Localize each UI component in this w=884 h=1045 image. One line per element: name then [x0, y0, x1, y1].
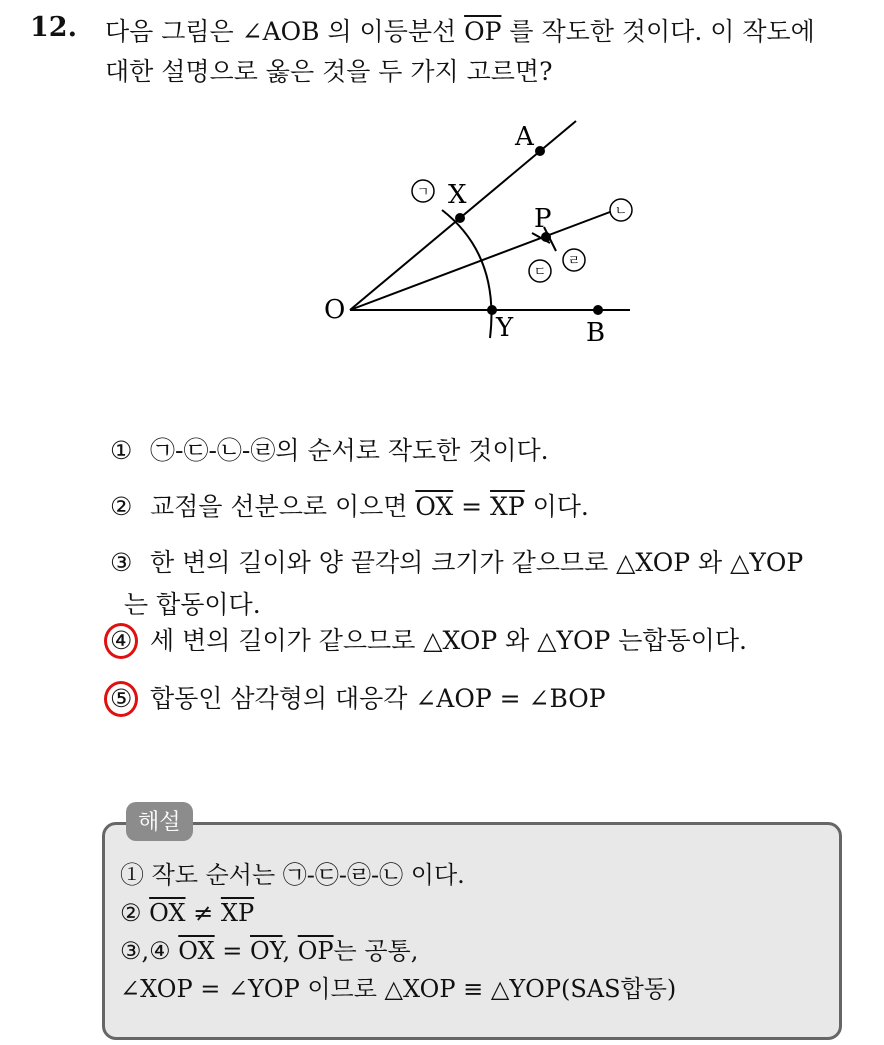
- mark-4-icon: [563, 249, 585, 271]
- label-y: Y: [496, 313, 514, 343]
- choice-5-number: ⑤: [110, 684, 133, 713]
- exp3-segment-ox: $\overline{OX}$: [178, 937, 215, 965]
- choice-2[interactable]: [110, 486, 589, 528]
- segment-op: $\overline{OP}$: [464, 17, 502, 46]
- label-b: B: [586, 318, 606, 348]
- choice-2-text-a: 교점을 선분으로 이으면: [150, 492, 416, 521]
- exp2-segment-xp: $\overline{XP}$: [220, 899, 255, 927]
- exp2-segment-ox: $\overline{OX}$: [149, 899, 186, 927]
- choice-5-text: 합동인 삼각형의 대응각 ∠AOP = ∠BOP: [150, 684, 606, 713]
- choice-1[interactable]: [110, 430, 549, 472]
- choice-3-text2: 는 합동이다.: [124, 590, 261, 619]
- exp3-sep: ,: [282, 937, 298, 965]
- point-a: [535, 146, 545, 156]
- mark-3-icon: [529, 260, 551, 282]
- choice-3-text: 한 변의 길이와 양 끝각의 크기가 같으므로 △XOP 와 △YOP: [150, 548, 804, 577]
- choice-2-eq: =: [453, 492, 491, 521]
- question-text: [105, 12, 875, 92]
- question-line1-a: 다음 그림은 ∠AOB 의 이등분선: [105, 17, 465, 46]
- choice-2-number: ②: [110, 492, 133, 521]
- explanation-line-3: [120, 932, 418, 970]
- mark-1-icon: [412, 180, 434, 202]
- exp2-neq: ≠: [185, 899, 221, 927]
- label-o: O: [324, 295, 346, 325]
- svg-text:ㄹ: ㄹ: [567, 254, 581, 269]
- arc-xy: [442, 210, 491, 338]
- choice-4-text: 세 변의 길이가 같으므로 △XOP 와 △YOP 는합동이다.: [150, 626, 747, 655]
- point-b: [593, 305, 603, 315]
- choice-3[interactable]: [110, 542, 803, 626]
- choice-4-number: ④: [110, 626, 133, 655]
- exp2-num: ②: [120, 899, 150, 927]
- explanation-line-1: ① 작도 순서는 ㉠-㉢-㉣-㉡ 이다.: [120, 861, 465, 889]
- choice-1-text: ㉠-㉢-㉡-㉣의 순서로 작도한 것이다.: [150, 436, 549, 465]
- mark-2-icon: [610, 199, 632, 221]
- exp3-end: 는 공통,: [333, 937, 419, 965]
- angle-bisector-figure: [300, 105, 660, 365]
- svg-text:ㄱ: ㄱ: [416, 185, 430, 200]
- explanation-line-4: ∠XOP = ∠YOP 이므로 △XOP ≡ △YOP(SAS합동): [120, 975, 677, 1003]
- exp3-num: ③,④: [120, 937, 179, 965]
- label-a: A: [515, 122, 534, 152]
- label-x: X: [448, 180, 467, 210]
- question-line2: 대한 설명으로 옳은 것을 두 가지 고르면?: [105, 57, 553, 86]
- svg-text:ㄷ: ㄷ: [533, 265, 547, 280]
- svg-text:ㄴ: ㄴ: [614, 204, 628, 219]
- question-number: 12.: [30, 12, 77, 43]
- segment-ox: $\overline{OX}$: [415, 492, 454, 521]
- choice-3-number: ③: [110, 548, 133, 577]
- choice-4[interactable]: [110, 620, 747, 662]
- explanation-line-2: [120, 894, 254, 932]
- point-x: [455, 213, 465, 223]
- choice-1-number: ①: [110, 436, 133, 465]
- exp3-segment-oy: $\overline{OY}$: [250, 937, 283, 965]
- choice-2-text-b: 이다.: [524, 492, 589, 521]
- question-line1-b: 를 작도한 것이다. 이 작도에: [501, 17, 815, 46]
- exp3-segment-op: $\overline{OP}$: [297, 937, 334, 965]
- explanation-tag: 해설: [126, 802, 193, 841]
- choice-5[interactable]: [110, 678, 606, 720]
- segment-xp: $\overline{XP}$: [490, 492, 525, 521]
- label-p: P: [534, 204, 552, 234]
- exp3-eq: =: [214, 937, 251, 965]
